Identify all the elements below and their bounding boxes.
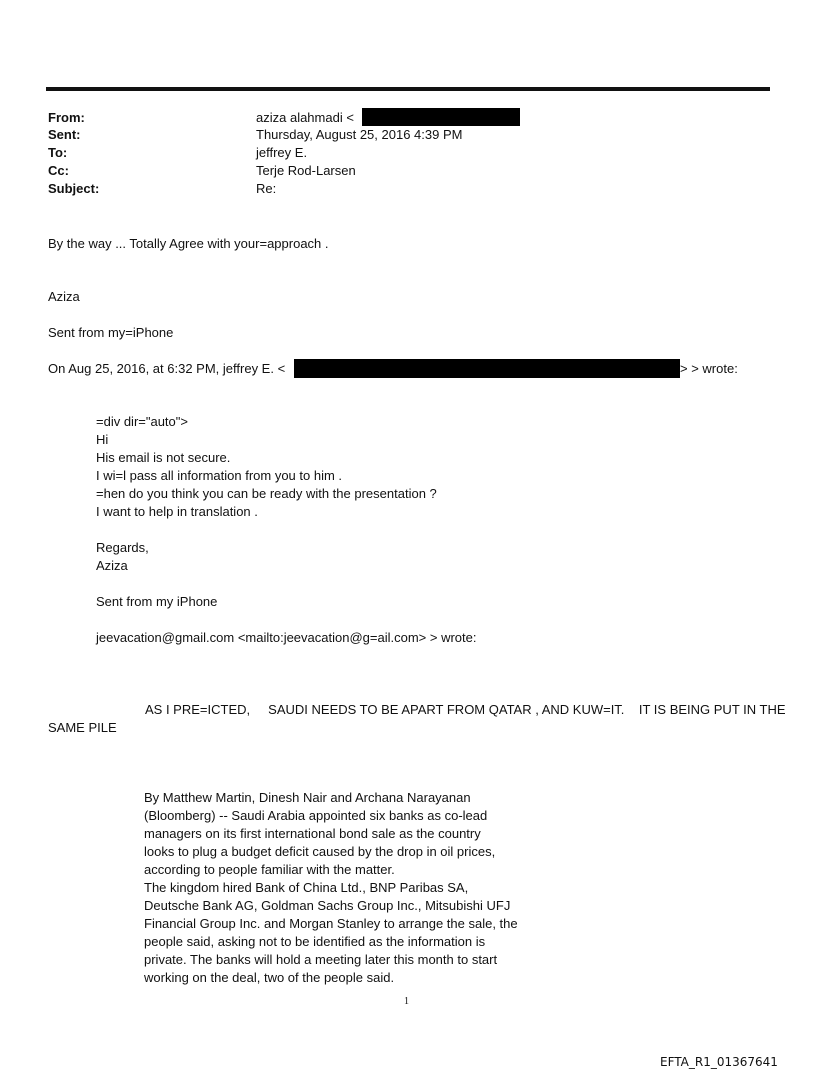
sent-label: Sent: <box>48 127 81 142</box>
page-number: 1 <box>404 996 409 1007</box>
predicted-line: SAME PILE <box>48 720 117 735</box>
sent-from-line: Sent from my=iPhone <box>48 325 174 340</box>
article-line: managers on its first international bond sale as the country <box>144 826 481 841</box>
article-line: people said, asking not to be identified as the information is <box>144 934 486 949</box>
on-wrote-line-end: > > wrote: <box>680 361 738 376</box>
redaction-box <box>294 359 680 378</box>
cc-label: Cc: <box>48 163 69 178</box>
quoted-line: jeevacation@gmail.com <mailto:jeevacation@g=ail.com> > wrote: <box>96 630 477 645</box>
sent-value: Thursday, August 25, 2016 4:39 PM <box>256 127 463 142</box>
redaction-box <box>362 108 520 126</box>
article-line: Deutsche Bank AG, Goldman Sachs Group Inc., Mitsubishi UFJ <box>144 898 511 913</box>
to-value: jeffrey E. <box>256 145 308 160</box>
quoted-line: I want to help in translation . <box>96 504 258 519</box>
subject-label: Subject: <box>48 181 100 196</box>
from-label: From: <box>48 110 85 125</box>
article-line: The kingdom hired Bank of China Ltd., BNP Paribas SA, <box>144 880 469 895</box>
article-line: working on the deal, two of the people said. <box>144 970 395 985</box>
quoted-line: Sent from my iPhone <box>96 594 218 609</box>
subject-value: Re: <box>256 181 277 196</box>
footer-id: EFTA_R1_01367641 <box>660 1055 778 1069</box>
from-value: aziza alahmadi < <box>256 110 354 125</box>
quoted-line: His email is not secure. <box>96 450 231 465</box>
article-line: Financial Group Inc. and Morgan Stanley to arrange the sale, the <box>144 916 518 931</box>
quoted-line: =div dir="auto"> <box>96 414 188 429</box>
quoted-line: Regards, <box>96 540 149 555</box>
article-line: according to people familiar with the matter. <box>144 862 395 877</box>
quoted-line: Aziza <box>96 558 128 573</box>
to-label: To: <box>48 145 68 160</box>
article-line: By Matthew Martin, Dinesh Nair and Archana Narayanan <box>144 790 471 805</box>
predicted-line: AS I PRE=ICTED, SAUDI NEEDS TO BE APART FROM QATAR , AND KUW=IT. IT IS BEING PUT IN THE <box>145 702 786 717</box>
header-rule <box>46 87 770 91</box>
article-line: looks to plug a budget deficit caused by the drop in oil prices, <box>144 844 496 859</box>
signature-name: Aziza <box>48 289 80 304</box>
quoted-line: Hi <box>96 432 109 447</box>
article-line: (Bloomberg) -- Saudi Arabia appointed six banks as co-lead <box>144 808 488 823</box>
quoted-line: =hen do you think you can be ready with the presentation ? <box>96 486 437 501</box>
article-line: private. The banks will hold a meeting later this month to start <box>144 952 498 967</box>
body-line: By the way ... Totally Agree with your=approach . <box>48 236 329 251</box>
cc-value: Terje Rod-Larsen <box>256 163 356 178</box>
on-wrote-line-start: On Aug 25, 2016, at 6:32 PM, jeffrey E. < <box>48 361 286 376</box>
quoted-line: I wi=l pass all information from you to him . <box>96 468 343 483</box>
